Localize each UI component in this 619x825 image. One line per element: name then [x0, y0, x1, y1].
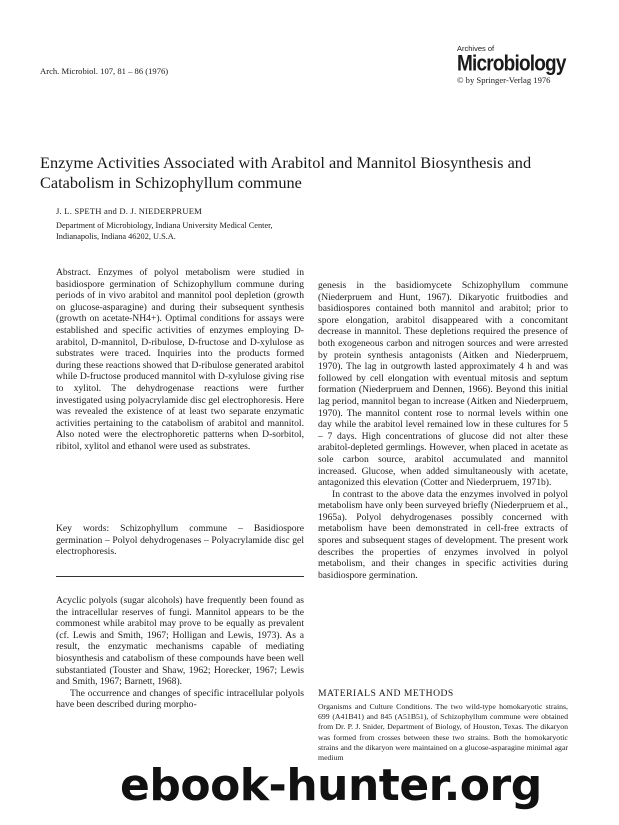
journal-logo-small: Archives of: [457, 44, 495, 53]
abstract: [56, 267, 304, 453]
watermark: ebook-hunter.org: [120, 760, 542, 811]
author-affiliation: Department of Microbiology, Indiana University Medical Center, Indianapolis, Indiana 46202, U.S.A.: [56, 221, 273, 241]
right-column-body: [318, 280, 568, 581]
section-divider: [56, 576, 304, 577]
journal-logo: [457, 45, 587, 85]
paper-authors: J. L. SPETH and D. J. NIEDERPRUEM: [56, 206, 203, 216]
methods-heading: MATERIALS AND METHODS: [318, 688, 454, 699]
paper-title: Enzyme Activities Associated with Arabitol and Mannitol Biosynthesis and Catabolism in Schizophyllum commune: [40, 153, 532, 192]
keywords: [56, 523, 304, 558]
body-paragraph: genesis in the basidiomycete Schizophyllum commune (Niederpruem and Hunt, 1967). Dikaryotic fruitbodies and basidiospores contained both mannitol and arabitol; prior to spore elongation, arabitol disappeared with a concomitant decrease in mannitol. These depletions required the presence of both exogeneous carbon and nitrogen sources and were arrested by protein synthesis antagonists (Aitken and Niederpruem, 1970). The lag in outgrowth lasted approximately 4 h and was followed by cell elongation with eventual mitosis and septum formation (Niederpruem and Dennen, 1966). Beyond this initial lag period, mannitol began to increase (Aitken and Niederpruem, 1970). The mannitol content rose to normal levels within one day while the arabitol level remained low in these cultures for 5 – 7 days. High concentrations of glucose did not alter these arabitol-depleted germlings. However, when placed in acetate as sole carbon source, arabitol accumulated and mannitol increased. Glucose, when added simultaneously with acetate, antagonized this elevation (Cotter and Niederpruem, 1971b).: [318, 280, 568, 489]
abstract-text: Abstract. Enzymes of polyol metabolism were studied in basidiospore germination of Schizophyllum commune during periods of in vivo arabitol and mannitol pool depletion (growth on glucose-asparagine) and during their subsequent synthesis (growth on acetate-NH4+). Optimal conditions for assays were established and specific activities of enzymes employing D-arabitol, D-mannitol, D-ribulose, D-fructose and D-xylulose as substrates were traced. Inquiries into the products formed during these reactions showed that D-ribulose generated arabitol while D-fructose produced mannitol with D-xylulose giving rise to xylitol. The dehydrogenase reactions were further investigated using polyacrylamide disc gel electrophoresis. Here was revealed the existence of at least two separate enzymatic activities pertaining to the catabolism of arabitol and mannitol. Also noted were the electrophoretic patterns when D-sorbitol, ribitol, xylitol and ethanol were used as substrates.: [56, 267, 304, 452]
intro-paragraph: The occurrence and changes of specific intracellular polyols have been described during morpho-: [56, 687, 304, 711]
body-paragraph: In contrast to the above data the enzymes involved in polyol metabolism have only been surveyed briefly (Niederpruem et al., 1965a). Polyol dehydrogenases possibly concerned with metabolism have been demonstrated in cell-free extracts of spores and subsequent stages of development. The present work describes the properties of enzymes involved in polyol metabolism, and their changes in specific activities during basidiospore germination.: [318, 488, 568, 581]
copyright-notice: © by Springer-Verlag 1976: [457, 75, 551, 85]
methods-text: [318, 702, 568, 763]
intro-paragraph: Acyclic polyols (sugar alcohols) have frequently been found as the intracellular reserves of fungi. Mannitol appears to be the commonest while arabitol may prove to be equally as prevalent (cf. Lewis and Smith, 1967; Holligan and Lewis, 1973). As a result, the enzymatic mechanisms capable of mediating biosynthesis and catabolism of these compounds have been well substantiated (Touster and Shaw, 1962; Horecker, 1967; Lewis and Smith, 1967; Barnett, 1968).: [56, 595, 304, 688]
journal-citation: Arch. Microbiol. 107, 81 – 86 (1976): [40, 66, 169, 76]
journal-logo-name: Microbiology: [457, 51, 566, 76]
keywords-text: Key words: Schizophyllum commune – Basidiospore germination – Polyol dehydrogenases – Polyacrylamide disc gel electrophoresis.: [56, 523, 304, 558]
methods-paragraph: Organisms and Culture Conditions. The two wild-type homokaryotic strains, 699 (A41B41) and 845 (A51B51), of Schizophyllum commune were obtained from Dr. P. J. Snider, Department of Biology, of Houston, Texas. The dikaryon was formed from crosses between these two strains. Both the homokaryotic strains and the dikaryon were maintained on a glucose-asparagine minimal agar medium: [318, 702, 568, 763]
introduction: [56, 595, 304, 711]
